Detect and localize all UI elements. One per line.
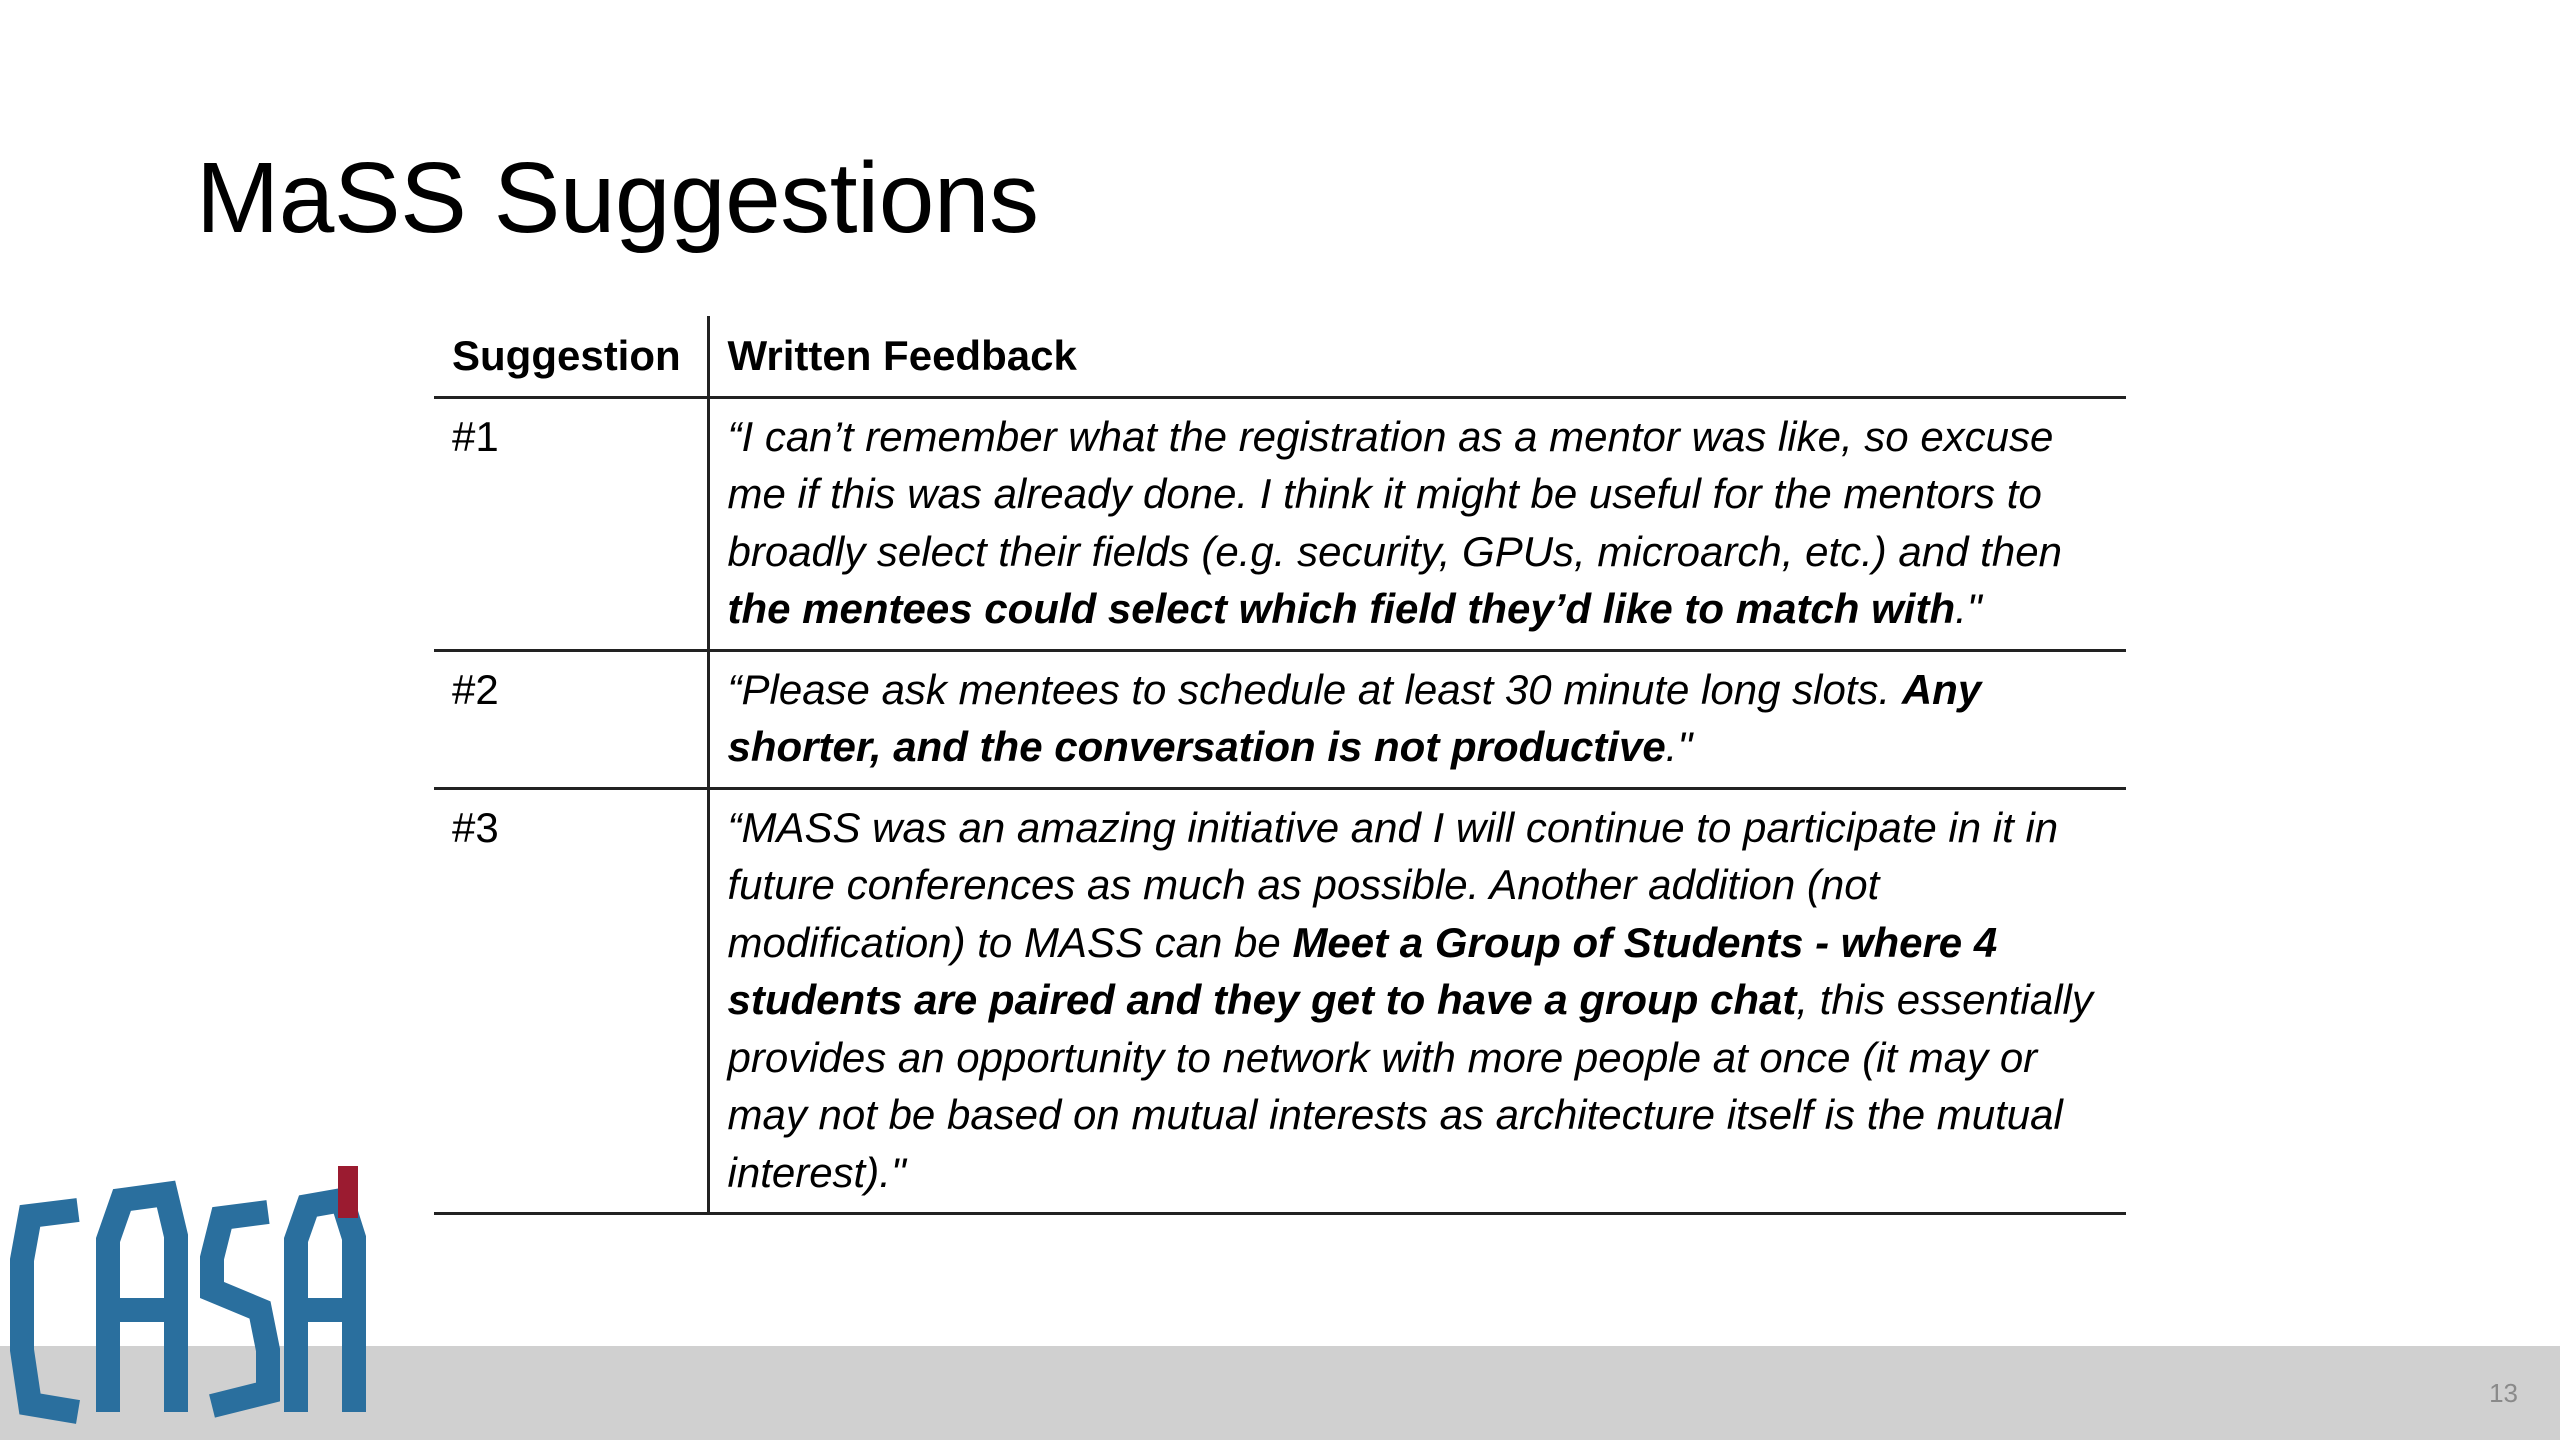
feedback-text (708, 397, 2126, 650)
logo-letter-a1 (108, 1194, 176, 1412)
header-suggestion: Suggestion (434, 316, 708, 397)
table-row (434, 650, 2126, 788)
logo-accent-bar (338, 1166, 358, 1218)
feedback-text (708, 650, 2126, 788)
suggestion-id: #2 (434, 650, 708, 788)
feedback-segment: ." (1955, 585, 1982, 632)
page-number: 13 (2489, 1378, 2518, 1408)
suggestion-id: #3 (434, 788, 708, 1214)
logo-letter-s (212, 1212, 268, 1406)
logo-letter-c (22, 1210, 78, 1412)
feedback-table (434, 316, 2126, 1215)
suggestion-id: #1 (434, 397, 708, 650)
table-row (434, 397, 2126, 650)
header-written-feedback: Written Feedback (708, 316, 2126, 397)
feedback-segment-bold: Any shorter, and the conversation is not productive (727, 665, 1982, 770)
slide-title: MaSS Suggestions (196, 142, 1039, 254)
casa-logo (0, 1150, 380, 1440)
footer-bar (0, 1346, 2560, 1440)
feedback-segment-bold: the mentees could select which field they’d like to match with (727, 585, 1956, 632)
feedback-segment: “Please ask mentees to schedule at least 30 minute long slots. (727, 665, 1902, 713)
table-header-row (434, 316, 2126, 397)
feedback-segment: , this essentially provides an opportunity to network with more people at once (it may or may not be based on mutual interests as architecture itself is the mutual interest)." (727, 976, 2093, 1196)
feedback-segment: “I can’t remember what the registration as a mentor was like, so excuse me if this was already done. I think it might be useful for the mentors to broadly select their fields (e.g. security, GPUs, microarch, etc.) and then (727, 412, 2062, 575)
feedback-segment: “MASS was an amazing initiative and I will continue to participate in it in future conferences as much as possible. Another addition (not modification) to MASS can be (727, 803, 2059, 966)
feedback-segment-bold: Meet a Group of Students - where 4 students are paired and they get to have a group chat (727, 918, 1998, 1023)
feedback-segment: ." (1665, 723, 1693, 770)
table-row (434, 788, 2126, 1214)
feedback-text (708, 788, 2126, 1214)
logo-letter-a2 (296, 1200, 354, 1412)
